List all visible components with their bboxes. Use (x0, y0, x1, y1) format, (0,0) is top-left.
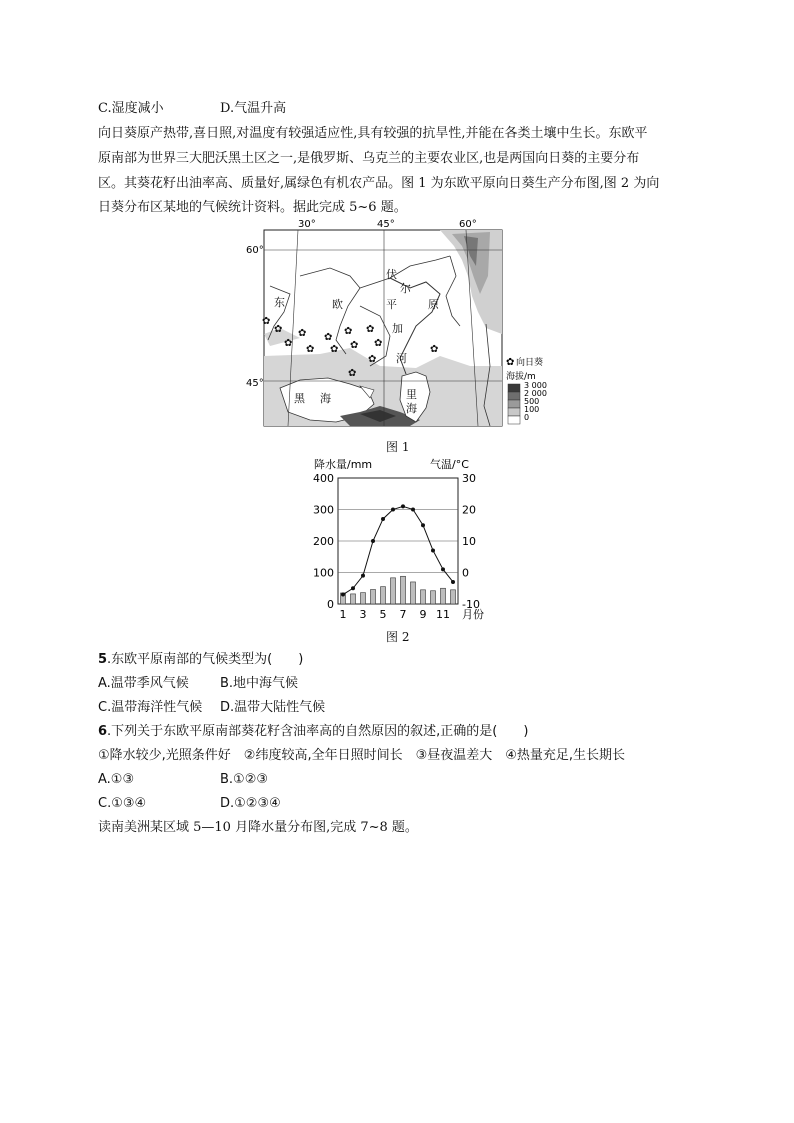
place-label-hei: 黑 (294, 392, 305, 405)
sunflower-icon: ✿ (330, 344, 339, 355)
place-label-ou: 欧 (332, 298, 343, 311)
legend-subtitle: 海拔/m (506, 372, 536, 382)
sunflower-icon: ✿ (274, 324, 283, 335)
sunflower-icon: ✿ (368, 354, 377, 365)
legend-swatch (508, 400, 520, 408)
temperature-point (411, 508, 415, 512)
precipitation-bar (381, 587, 386, 604)
option-c-prev: C.湿度减小 (98, 101, 164, 116)
map-legend (504, 354, 564, 434)
figure1-caption: 图 1 (386, 440, 410, 454)
q6-option-b[interactable]: B.①②③ (220, 772, 269, 787)
passage-line-4: 日葵分布区某地的气候统计资料。据此完成 5~6 题。 (98, 200, 407, 215)
sunflower-icon: ✿ (350, 340, 359, 351)
question-5-stem (98, 652, 303, 668)
right-tick-label: 10 (462, 535, 476, 548)
legend-level: 100 (524, 405, 540, 414)
question-6-items: ①降水较少,光照条件好 ②纬度较高,全年日照时间长 ③昼夜温差大 ④热量充足,生长期长 (98, 748, 626, 763)
legend-swatch (508, 416, 520, 424)
legend-level: 500 (524, 397, 540, 406)
temperature-point (361, 574, 365, 578)
x-tick-label: 7 (399, 608, 407, 621)
place-label-hai1: 海 (320, 392, 331, 405)
legend-level: 0 (524, 413, 530, 422)
precipitation-bar (431, 591, 436, 604)
precipitation-bar (441, 588, 446, 604)
lat-label-60: 60° (246, 245, 264, 256)
passage-line-2: 原南部为世界三大肥沃黑土区之一,是俄罗斯、乌克兰的主要农业区,也是两国向日葵的主要分布 (98, 151, 640, 166)
left-tick-label: 0 (327, 598, 334, 611)
legend-level: 3 000 (524, 381, 547, 390)
right-tick-label: 0 (462, 566, 469, 580)
passage-line-3: 区。其葵花籽出油率高、质量好,属绿色有机农产品。图 1 为东欧平原向日葵生产分布图,图 2 为向 (98, 176, 660, 191)
q5-option-c[interactable]: C.温带海洋性气候 (98, 700, 203, 715)
legend-title: 向日葵 (516, 358, 544, 368)
left-tick-label: 100 (313, 566, 334, 580)
precipitation-bar (391, 578, 396, 604)
precipitation-bar (401, 576, 406, 604)
temperature-line (343, 506, 453, 594)
sunflower-icon: ✿ (506, 357, 515, 368)
sunflower-icon: ✿ (298, 328, 307, 339)
place-label-yuan: 原 (428, 298, 439, 311)
temperature-point (371, 539, 375, 543)
temperature-point (431, 548, 435, 552)
temperature-point (401, 504, 405, 508)
lon-label-30: 30° (298, 219, 316, 230)
left-tick-label: 300 (313, 503, 334, 517)
x-tick-label: 5 (379, 608, 387, 621)
lon-label-60: 60° (459, 219, 477, 230)
x-tick-label: 9 (419, 608, 427, 621)
q6-option-d[interactable]: D.①②③④ (220, 796, 281, 811)
sunflower-icon: ✿ (344, 326, 353, 337)
temperature-point (351, 586, 355, 590)
sunflower-icon: ✿ (284, 338, 293, 349)
left-tick-label: 200 (313, 535, 334, 548)
figure2-caption: 图 2 (386, 630, 410, 644)
precipitation-bar (371, 590, 376, 604)
place-label-hai2: 海 (406, 402, 417, 415)
question-6-number: 6 (98, 724, 108, 739)
place-label-jia: 加 (392, 322, 403, 335)
x-tick-label: 11 (436, 608, 450, 621)
place-label-ping: 平 (386, 298, 397, 311)
legend-swatch (508, 392, 520, 400)
legend-swatch (508, 408, 520, 416)
place-label-he: 河 (396, 352, 407, 365)
right-tick-label: 30 (462, 472, 476, 485)
next-passage-line: 读南美洲某区域 5—10 月降水量分布图,完成 7~8 题。 (98, 820, 418, 835)
temperature-point (441, 567, 445, 571)
temperature-point (341, 593, 345, 597)
q6-option-a[interactable]: A.①③ (98, 772, 135, 787)
x-tick-label: 1 (339, 608, 347, 621)
q5-option-a[interactable]: A.温带季风气候 (98, 676, 189, 691)
right-axis-label: 气温/°C (430, 458, 469, 471)
sunflower-icon: ✿ (374, 338, 383, 349)
sunflower-icon: ✿ (430, 344, 439, 355)
question-6-text: .下列关于东欧平原南部葵花籽含油率高的自然原因的叙述,正确的是( ) (107, 724, 529, 739)
passage-line-1: 向日葵原产热带,喜日照,对温度有较强适应性,具有较强的抗旱性,并能在各类土壤中生长。东欧平 (98, 126, 648, 141)
q5-option-b[interactable]: B.地中海气候 (220, 676, 299, 691)
sunflower-icon: ✿ (324, 332, 333, 343)
temperature-point (391, 508, 395, 512)
right-tick-label: -10 (462, 598, 480, 611)
sunflower-icon: ✿ (348, 368, 357, 379)
question-5-text: .东欧平原南部的气候类型为( ) (107, 652, 304, 667)
precipitation-bar (361, 593, 366, 604)
precipitation-bar (411, 582, 416, 604)
left-tick-label: 400 (313, 472, 334, 485)
place-label-dong: 东 (274, 296, 285, 309)
place-label-fu: 伏 (386, 268, 397, 281)
q6-option-c[interactable]: C.①③④ (98, 796, 147, 811)
x-axis-label: 月份 (462, 608, 484, 621)
temperature-point (381, 517, 385, 521)
sunflower-icon: ✿ (306, 344, 315, 355)
legend-level: 2 000 (524, 389, 547, 398)
temperature-point (421, 523, 425, 527)
right-tick-label: 20 (462, 503, 476, 517)
precipitation-bar (451, 590, 456, 604)
q5-option-d[interactable]: D.温带大陆性气候 (220, 700, 326, 715)
lon-label-45: 45° (377, 219, 395, 230)
place-label-er: 尔 (400, 282, 411, 295)
legend-swatch (508, 384, 520, 392)
question-6-stem (98, 724, 528, 740)
climate-chart (300, 456, 500, 626)
left-axis-label: 降水量/mm (314, 458, 373, 471)
option-d-prev: D.气温升高 (220, 101, 287, 116)
sunflower-icon: ✿ (366, 324, 375, 335)
precipitation-bar (421, 590, 426, 604)
temperature-point (451, 580, 455, 584)
lat-label-45: 45° (246, 378, 264, 389)
question-5-number: 5 (98, 652, 108, 667)
place-label-li: 里 (406, 388, 417, 401)
x-tick-label: 3 (359, 608, 367, 621)
precipitation-bar (351, 594, 356, 604)
sunflower-icon: ✿ (262, 316, 271, 327)
